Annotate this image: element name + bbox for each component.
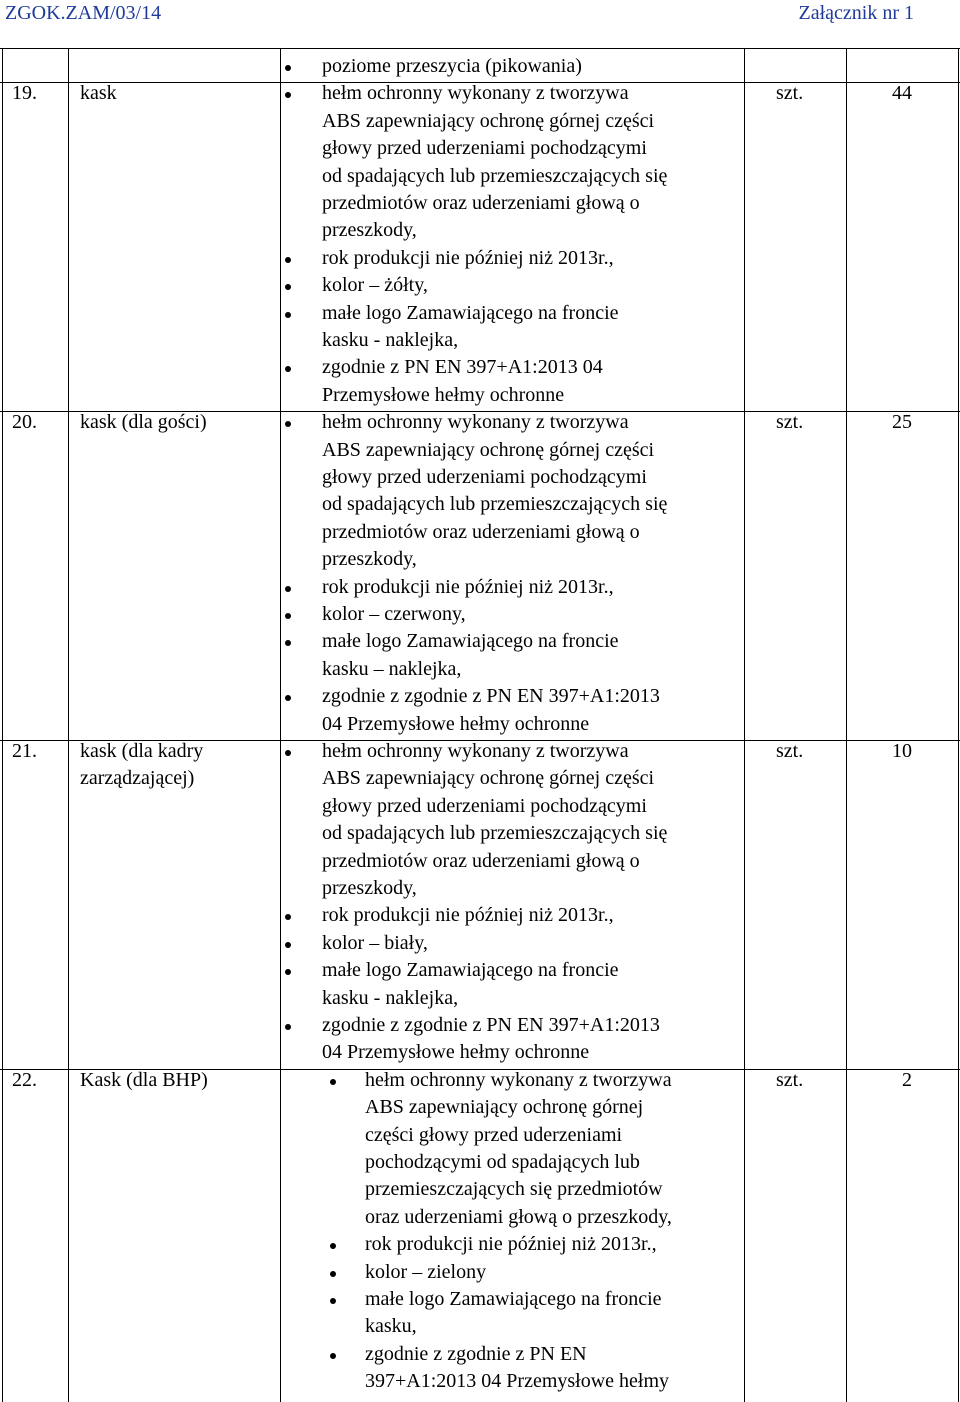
spec-line: kolor – biały, xyxy=(322,931,428,954)
spec-line: części głowy przed uderzeniami xyxy=(365,1123,623,1146)
spec-line: ABS zapewniający ochronę górnej części xyxy=(322,438,655,461)
spec-line: małe logo Zamawiającego na froncie xyxy=(365,1288,662,1310)
bullet-icon xyxy=(285,586,291,592)
item-name: kask xyxy=(80,82,117,105)
spec-line: przeszkody, xyxy=(322,548,417,571)
spec-line: hełm ochronny wykonany z tworzywa xyxy=(322,411,629,434)
bullet-icon xyxy=(330,1271,336,1277)
bullet-icon xyxy=(285,92,291,98)
bullet-icon xyxy=(330,1079,336,1085)
column-rule xyxy=(2,48,3,1402)
spec-line: zgodnie z PN EN 397+A1:2013 04 xyxy=(322,356,603,379)
bullet-icon xyxy=(285,284,291,290)
spec-line: oraz uderzeniami głową o przeszkody, xyxy=(365,1205,672,1228)
spec-line: przedmiotów oraz uderzeniami głową o xyxy=(322,192,640,214)
bullet-icon xyxy=(285,257,291,263)
spec-line: od spadających lub przemieszczających się xyxy=(322,164,668,187)
spec-line: kasku, xyxy=(365,1315,417,1338)
bullet-icon xyxy=(285,366,291,372)
column-rule xyxy=(958,48,959,1402)
bullet-icon xyxy=(285,914,291,920)
column-rule xyxy=(280,48,281,1402)
spec-line: zgodnie z zgodnie z PN EN 397+A1:2013 xyxy=(322,1014,660,1036)
column-rule xyxy=(744,48,745,1402)
bullet-icon xyxy=(285,421,291,427)
spec-line: 04 Przemysłowe hełmy ochronne xyxy=(322,712,590,735)
spec-line: kasku – naklejka, xyxy=(322,657,462,680)
quantity: 25 xyxy=(892,411,912,434)
spec-line: głowy przed uderzeniami pochodzącymi xyxy=(322,137,647,160)
spec-line: kolor – zielony xyxy=(365,1260,487,1283)
spec-line: przeszkody, xyxy=(322,219,417,242)
column-rule xyxy=(68,48,69,1402)
item-name: kask (dla kadry xyxy=(80,740,204,762)
bullet-icon xyxy=(330,1243,336,1249)
item-name: zarządzającej) xyxy=(80,767,195,790)
bullet-icon xyxy=(285,1024,291,1030)
row-number: 19. xyxy=(12,82,37,105)
bullet-icon xyxy=(285,613,291,619)
quantity: 44 xyxy=(892,82,912,105)
spec-line: poziome przeszycia (pikowania) xyxy=(322,55,582,77)
spec-line: 04 Przemysłowe hełmy ochronne xyxy=(322,1041,590,1064)
spec-line: małe logo Zamawiającego na froncie xyxy=(322,630,619,653)
spec-line: przeszkody, xyxy=(322,877,417,899)
bullet-icon xyxy=(285,695,291,701)
spec-line: rok produkcji nie później niż 2013r., xyxy=(365,1233,657,1256)
spec-line: kolor – żółty, xyxy=(322,274,428,297)
spec-line: ABS zapewniający ochronę górnej xyxy=(365,1096,644,1119)
spec-line: Przemysłowe hełmy ochronne xyxy=(322,383,565,406)
spec-line: hełm ochronny wykonany z tworzywa xyxy=(365,1068,672,1091)
spec-line: głowy przed uderzeniami pochodzącymi xyxy=(322,466,647,488)
bullet-icon xyxy=(285,750,291,756)
spec-line: ABS zapewniający ochronę górnej części xyxy=(322,109,655,132)
unit: szt. xyxy=(776,411,804,434)
row-number: 21. xyxy=(12,740,37,762)
column-rule xyxy=(846,48,847,1402)
spec-line: hełm ochronny wykonany z tworzywa xyxy=(322,740,629,762)
spec-line: od spadających lub przemieszczających się xyxy=(322,493,668,516)
quantity: 10 xyxy=(892,740,912,762)
bullet-icon xyxy=(330,1298,336,1304)
bullet-icon xyxy=(285,969,291,975)
spec-line: od spadających lub przemieszczających się xyxy=(322,822,668,845)
unit: szt. xyxy=(776,1068,804,1091)
document-code: ZGOK.ZAM/03/14 xyxy=(5,2,162,24)
quantity: 2 xyxy=(902,1068,912,1091)
spec-line: kasku - naklejka, xyxy=(322,329,459,351)
attachment-label: Załącznik nr 1 xyxy=(798,2,914,24)
spec-line: pochodzącymi od spadających lub xyxy=(365,1151,640,1173)
spec-line: rok produkcji nie później niż 2013r., xyxy=(322,575,614,598)
unit: szt. xyxy=(776,82,804,105)
row-number: 22. xyxy=(12,1068,37,1091)
spec-line: kolor – czerwony, xyxy=(322,603,466,625)
spec-line: małe logo Zamawiającego na froncie xyxy=(322,301,619,324)
spec-line: przemieszczających się przedmiotów xyxy=(365,1178,663,1201)
bullet-icon xyxy=(285,942,291,948)
spec-line: głowy przed uderzeniami pochodzącymi xyxy=(322,794,647,817)
item-name: kask (dla gości) xyxy=(80,411,207,434)
spec-line: rok produkcji nie później niż 2013r., xyxy=(322,246,614,269)
item-name: Kask (dla BHP) xyxy=(80,1068,208,1091)
bullet-icon xyxy=(285,312,291,318)
spec-line: kasku - naklejka, xyxy=(322,986,459,1009)
spec-line: zgodnie z zgodnie z PN EN xyxy=(365,1342,587,1365)
spec-line: rok produkcji nie później niż 2013r., xyxy=(322,904,614,927)
spec-line: zgodnie z zgodnie z PN EN 397+A1:2013 xyxy=(322,685,660,708)
bullet-icon xyxy=(285,640,291,646)
row-number: 20. xyxy=(12,411,37,434)
spec-line: przedmiotów oraz uderzeniami głową o xyxy=(322,849,640,872)
unit: szt. xyxy=(776,740,804,762)
spec-line: ABS zapewniający ochronę górnej części xyxy=(322,767,655,790)
spec-line: 397+A1:2013 04 Przemysłowe hełmy xyxy=(365,1370,670,1393)
spec-line: przedmiotów oraz uderzeniami głową o xyxy=(322,520,640,543)
bullet-icon xyxy=(330,1353,336,1359)
bullet-icon xyxy=(285,65,291,71)
spec-line: małe logo Zamawiającego na froncie xyxy=(322,959,619,982)
spec-line: hełm ochronny wykonany z tworzywa xyxy=(322,82,629,105)
row-rule xyxy=(0,48,960,49)
